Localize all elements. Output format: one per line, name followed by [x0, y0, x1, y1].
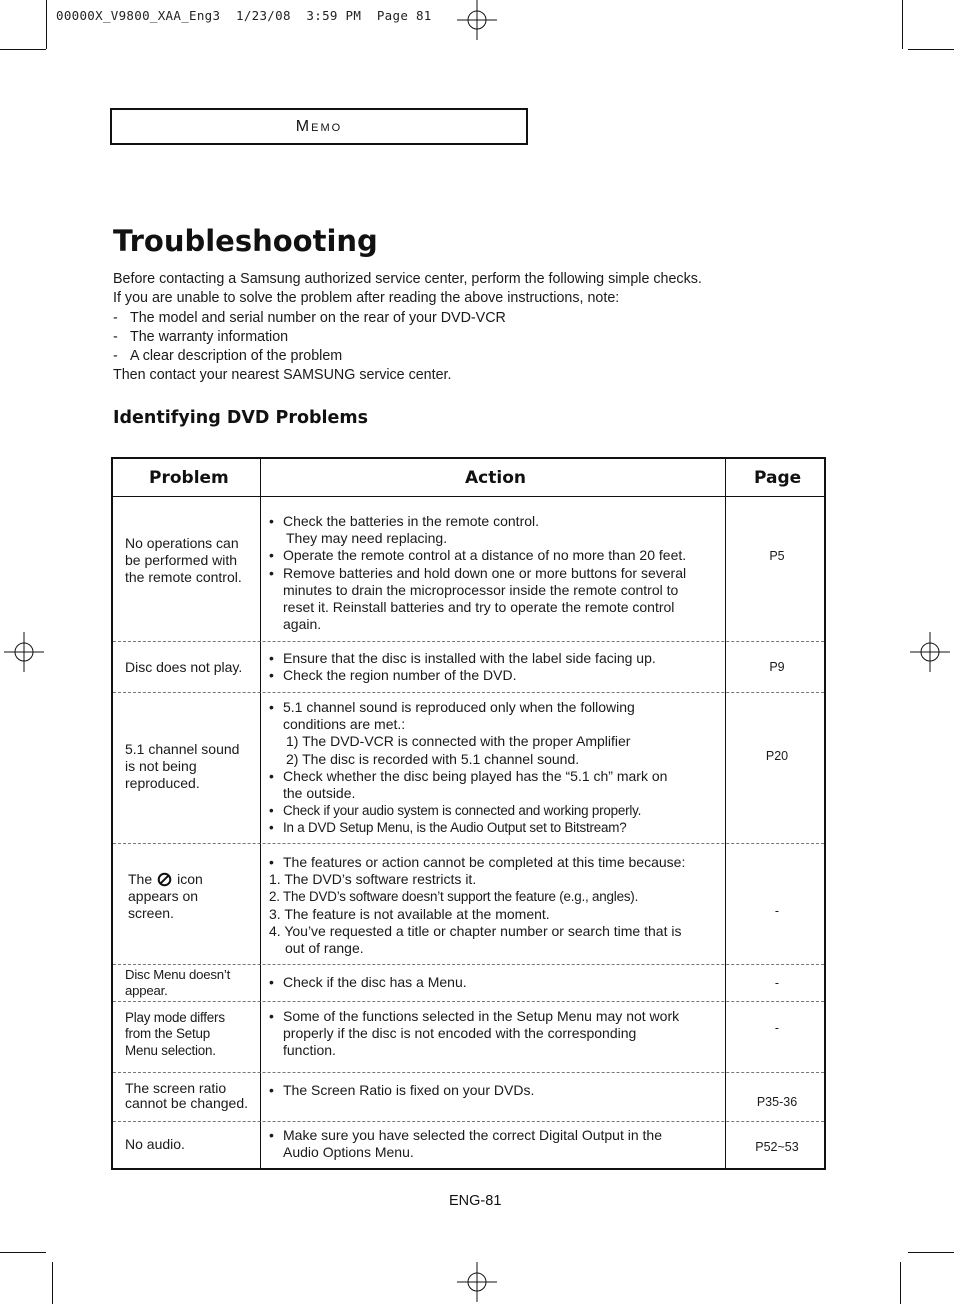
column-divider: [725, 459, 726, 1168]
memo-box: [110, 108, 528, 145]
page-cell: P20: [765, 749, 789, 763]
action-cell: • 5.1 channel sound is reproduced only when the following conditions are met.: 1) The DVD-VCR is connected with the proper Amplifier 2) The disc is recorded with 5.1 channel sound. • Check whether the disc being played has the “5.1 ch” mark on the outside. • Check if your audio system is connected and working properly. • In a DVD Setup Menu, is the Audio Output set to Bitstream?: [269, 699, 719, 837]
page-cell: P52~53: [755, 1140, 799, 1154]
action-cell: • The features or action cannot be completed at this time because: 1. The DVD’s software restricts it. 2. The DVD’s software doesn’t support the feature (e.g., angles). 3. The feature is not available at the moment. 4. You’ve requested a title or chapter number or search time that is out of range.: [269, 854, 719, 957]
registration-mark-bottom-icon: [457, 1262, 497, 1302]
troubleshooting-table: [111, 457, 826, 1170]
header-action: Action: [465, 467, 526, 488]
crop-mark-tl-v: [46, 0, 47, 49]
page-cell: -: [774, 904, 780, 918]
row-divider: [113, 1072, 824, 1073]
action-cell: • Ensure that the disc is installed with the label side facing up. • Check the region number of the DVD.: [269, 650, 719, 684]
page-title: Troubleshooting: [113, 224, 378, 258]
row-divider: [113, 964, 824, 965]
crop-mark-br-v: [900, 1262, 901, 1304]
section-heading: Identifying DVD Problems: [113, 408, 369, 428]
problem-cell: The screen ratio cannot be changed.: [125, 1080, 248, 1111]
problem-cell: Play mode differs from the Setup Menu selection.: [125, 1010, 225, 1058]
action-cell: • Check the batteries in the remote control. They may need replacing. • Operate the remote control at a distance of no more than 20 feet. • Remove batteries and hold down one or more buttons for several minutes to drain the microprocessor inside the remote control to reset it. Reinstall batteries and try to operate the remote control again.: [269, 513, 719, 633]
registration-mark-right-icon: [910, 632, 950, 672]
problem-cell: Disc Menu doesn’t appear.: [125, 967, 231, 998]
intro-bullet: - The model and serial number on the rear of your DVD-VCR: [113, 309, 506, 326]
row-divider: [113, 1001, 824, 1002]
crop-mark-tl-h: [0, 49, 46, 50]
page-cell: P9: [769, 660, 785, 674]
crop-mark-bl-h: [0, 1252, 46, 1253]
problem-cell: Disc does not play.: [125, 659, 243, 675]
crop-mark-tr-h: [908, 49, 954, 50]
crop-mark-bl-v: [52, 1262, 53, 1304]
page-cell: -: [774, 1021, 780, 1035]
header-problem: Problem: [149, 467, 229, 488]
intro-line: Then contact your nearest SAMSUNG service center.: [113, 367, 452, 384]
page-cell: -: [774, 976, 780, 990]
intro-text: [113, 270, 813, 386]
page-cell: P35-36: [756, 1095, 798, 1109]
intro-line: Before contacting a Samsung authorized service center, perform the following simple checks.: [113, 271, 702, 287]
prohibited-icon: [157, 872, 172, 887]
row-divider: [113, 1121, 824, 1122]
page-cell: P5: [769, 549, 785, 563]
problem-cell: No operations can be performed with the remote control.: [125, 535, 242, 585]
problem-cell: 5.1 channel sound is not being reproduced.: [125, 741, 240, 791]
intro-bullet: - The warranty information: [113, 328, 289, 345]
row-divider: [113, 843, 824, 844]
action-cell: • Some of the functions selected in the Setup Menu may not work properly if the disc is not encoded with the corresponding function.: [269, 1008, 719, 1060]
memo-label: MEMO: [295, 117, 343, 135]
header-page: Page: [754, 467, 802, 488]
registration-mark-left-icon: [4, 632, 44, 672]
problem-cell: The icon appears on screen.: [128, 871, 203, 921]
crop-mark-br-h: [908, 1252, 954, 1253]
page-number: ENG-81: [449, 1193, 502, 1209]
intro-bullet: - A clear description of the problem: [113, 348, 343, 365]
row-divider: [113, 692, 824, 693]
action-cell: • Make sure you have selected the correct Digital Output in the Audio Options Menu.: [269, 1127, 719, 1161]
crop-mark-tr-v: [902, 0, 903, 49]
problem-cell: No audio.: [125, 1136, 185, 1152]
header-divider: [113, 496, 824, 497]
row-divider: [113, 641, 824, 642]
registration-mark-top-icon: [457, 0, 497, 40]
intro-line: If you are unable to solve the problem after reading the above instructions, note:: [113, 290, 620, 307]
print-header: 00000X_V9800_XAA_Eng3 1/23/08 3:59 PM Page 81: [56, 8, 432, 23]
action-cell: • Check if the disc has a Menu.: [269, 974, 719, 991]
action-cell: • The Screen Ratio is fixed on your DVDs.: [269, 1082, 719, 1099]
